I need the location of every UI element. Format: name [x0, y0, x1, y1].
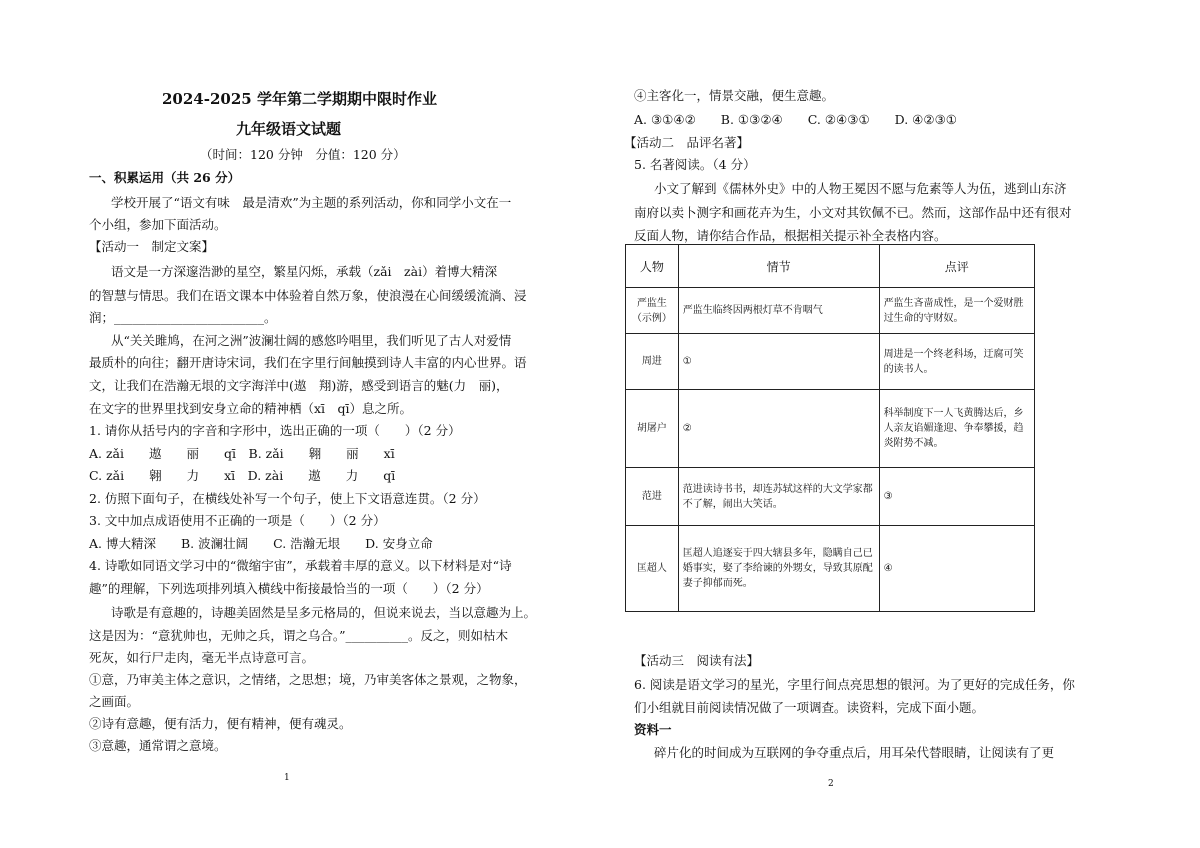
character-table	[625, 244, 1035, 612]
table-row	[626, 334, 1035, 390]
passage-line: 南府以卖卜测字和画花卉为生，小文对其钦佩不已。然而，这部作品中还有很对	[634, 205, 1072, 220]
activity-heading: 【活动一 制定文案】	[89, 239, 215, 254]
table-header: 人物	[626, 245, 679, 288]
material-line: 碎片化的时间成为互联网的争夺重点后，用耳朵代替眼睛，让阅读有了更	[654, 745, 1055, 760]
question-3-options: A. 博大精深 B. 波澜壮阔 C. 浩瀚无垠 D. 安身立命	[89, 536, 433, 551]
passage-line: 反面人物，请你结合作品，根据相关提示补全表格内容。	[634, 228, 947, 243]
table-row	[626, 288, 1035, 334]
question-4-options: A. ③①④② B. ①③②④ C. ②④③① D. ④②③①	[634, 112, 957, 127]
table-cell-comment: 周进是一个终老科场，迂腐可笑的读书人。	[879, 334, 1034, 390]
page-number: 2	[828, 779, 834, 789]
page-number: 1	[284, 773, 290, 783]
table-cell-name: 周进	[626, 334, 679, 390]
passage-line: 在文字的世界里找到安身立命的精神栖（xī qī）息之所。	[89, 401, 413, 416]
passage-line: 的智慧与情思。我们在语文课本中体验着自然万象，使浪漫在心间缓缓流淌、浸	[89, 288, 527, 303]
table-cell-plot: 严监生临终因两根灯草不肯咽气	[678, 288, 879, 334]
table-cell-plot: ①	[678, 334, 879, 390]
table-row	[626, 468, 1035, 526]
question-6: 们小组就目前阅读情况做了一项调查。读资料，完成下面小题。	[634, 700, 985, 715]
question-4: 4. 诗歌如同语文学习中的“微缩宇宙”，承载着丰厚的意义。以下材料是对“诗	[89, 558, 512, 573]
table-cell-plot: ②	[678, 390, 879, 468]
table-cell-name: 范进	[626, 468, 679, 526]
table-cell-name: 严监生 （示例）	[626, 288, 679, 334]
option-line: ①意，乃审美主体之意识，之情绪，之思想；境，乃审美客体之景观，之物象，	[89, 672, 527, 687]
table-row	[626, 526, 1035, 612]
table-cell-comment: 严监生吝啬成性，是一个爱财胜过生命的守财奴。	[879, 288, 1034, 334]
intro-line: 学校开展了“语文有味 最是清欢”为主题的系列活动，你和同学小文在一	[111, 195, 512, 210]
table-cell-plot: 匡超人追逐妄于四大辖县多年，隐瞒自己已婚事实，娶了李给谏的外甥女，导致其原配妻子抑郁而死。	[678, 526, 879, 612]
table-cell-comment: ③	[879, 468, 1034, 526]
question-1: 1. 请你从括号内的字音和字形中，选出正确的一项（ ）（2 分）	[89, 423, 461, 438]
table-header: 点评	[879, 245, 1034, 288]
activity-heading: 【活动三 阅读有法】	[634, 653, 760, 668]
option-line: ③意趣，通常谓之意境。	[89, 738, 227, 753]
passage-line: 最质朴的向往；翻开唐诗宋词，我们在字里行间触摸到诗人丰富的内心世界。语	[89, 355, 527, 370]
table-cell-name: 匡超人	[626, 526, 679, 612]
table-header: 情节	[678, 245, 879, 288]
passage-line: 润；________________________。	[89, 310, 277, 325]
intro-line: 个小组，参加下面活动。	[89, 217, 227, 232]
option-line: 之画面。	[89, 694, 140, 709]
table-cell-plot: 范进读诗书书，却连苏轼这样的大文学家都不了解，闹出大笑话。	[678, 468, 879, 526]
question-3: 3. 文中加点成语使用不正确的一项是（ ）（2 分）	[89, 513, 386, 528]
material-line: 诗歌是有意趣的，诗趣美固然是呈多元格局的，但说来说去，当以意趣为上。	[111, 605, 537, 620]
option-line: ④主客化一，情景交融，便生意趣。	[634, 88, 835, 103]
passage-line: 从“关关雎鸠，在河之洲”波澜壮阔的感悠吟唱里，我们听见了古人对爱情	[111, 333, 512, 348]
passage-line: 语文是一方深邃浩渺的星空，繁星闪烁，承载（zǎi zài）着博大精深	[111, 264, 498, 279]
passage-line: 小文了解到《儒林外史》中的人物王冕因不愿与危素等人为伍，逃到山东济	[654, 181, 1067, 196]
question-5: 5. 名著阅读。（4 分）	[634, 157, 756, 172]
passage-line: 文，让我们在浩瀚无垠的文字海洋中(遨 翔)游，感受到语言的魅(力 丽)，	[89, 378, 509, 393]
material-line: 死灰，如行尸走肉，毫无半点诗意可言。	[89, 650, 315, 665]
question-1-options: C. zǎi 翱 力 xī D. zài 遨 力 qī	[89, 468, 396, 483]
section-heading: 一、积累运用（共 26 分）	[89, 170, 241, 185]
exam-subtitle: 九年级语文试题	[236, 120, 342, 138]
material-line: 这是因为：“意犹帅也，无帅之兵，谓之乌合。”__________。反之，则如枯木	[89, 628, 509, 643]
material-heading: 资料一	[634, 722, 672, 737]
question-6: 6. 阅读是语文学习的星光，字里行间点亮思想的银河。为了更好的完成任务，你	[634, 677, 1075, 692]
table-cell-comment: 科举制度下一人飞黄腾达后，乡人亲友谄媚逢迎、争奉攀援，趋炎附势不减。	[879, 390, 1034, 468]
exam-time: （时间：120 分钟 分值：120 分）	[200, 147, 406, 162]
option-line: ②诗有意趣，便有活力，便有精神，便有魂灵。	[89, 716, 352, 731]
table-cell-comment: ④	[879, 526, 1034, 612]
exam-title: 2024-2025 学年第二学期期中限时作业	[162, 90, 437, 108]
question-2: 2. 仿照下面句子，在横线处补写一个句子，使上下文语意连贯。（2 分）	[89, 491, 486, 506]
question-1-options: A. zǎi 遨 丽 qī B. zǎi 翱 丽 xī	[89, 446, 395, 461]
table-cell-name: 胡屠户	[626, 390, 679, 468]
activity-heading: 【活动二 品评名著】	[624, 135, 750, 150]
table-row	[626, 390, 1035, 468]
question-4: 趣”的理解，下列选项排列填入横线中衔接最恰当的一项（ ）（2 分）	[89, 581, 489, 596]
